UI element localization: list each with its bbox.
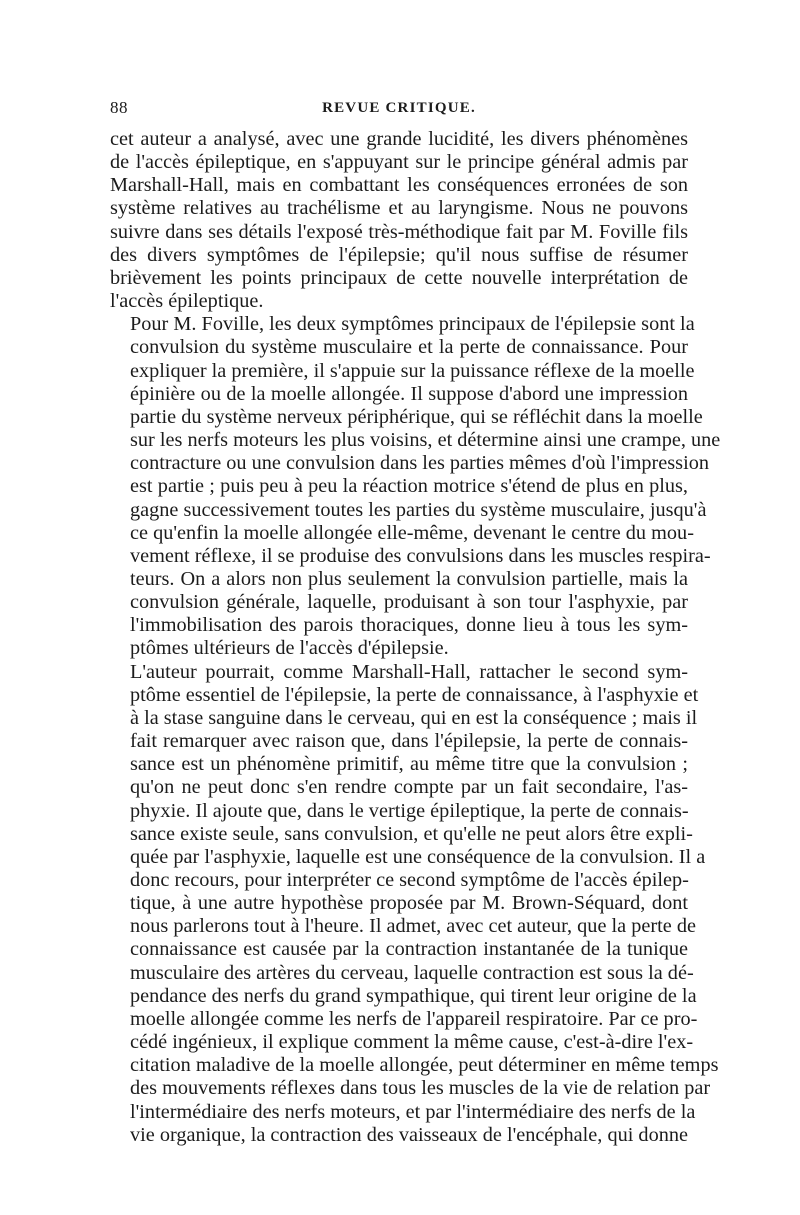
text-line: contracture ou une convulsion dans les parties mêmes d'où l'impression	[130, 452, 709, 475]
body-text	[110, 128, 721, 1147]
text-line: à la stase sanguine dans le cerveau, qui en est la conséquence ; mais il	[130, 706, 698, 729]
text-line: quée par l'asphyxie, laquelle est une conséquence de la convulsion. Il a	[130, 845, 706, 868]
text-line: des divers symptômes de l'épilepsie; qu'il nous suffise de résumer	[110, 243, 688, 266]
text-line: vement réflexe, il se produise des convulsions dans les muscles respira-	[130, 544, 711, 567]
text-line: l'immobilisation des parois thoraciques, donne lieu à tous les sym-	[130, 614, 688, 637]
text-line: donc recours, pour interpréter ce second symptôme de l'accès épilep-	[130, 869, 689, 891]
text-line: l'accès épileptique.	[110, 290, 264, 313]
text-line: brièvement les points principaux de cette nouvelle interprétation de	[110, 266, 688, 289]
text-line: citation maladive de la moelle allongée, peut déterminer en même temps	[130, 1054, 719, 1077]
text-line: système relatives au trachélisme et au laryngisme. Nous ne pouvons	[110, 197, 688, 220]
text-line: cédé ingénieux, il explique comment la même cause, c'est-à-dire l'ex-	[130, 1031, 694, 1054]
text-line: fait remarquer avec raison que, dans l'épilepsie, la perte de connais-	[130, 730, 688, 753]
text-line: tique, à une autre hypothèse proposée par M. Brown-Séquard, dont	[130, 892, 688, 915]
text-line: nous parlerons tout à l'heure. Il admet, avec cet auteur, que la perte de	[130, 915, 696, 938]
text-line: moelle allongée comme les nerfs de l'appareil respiratoire. Par ce pro-	[130, 1007, 698, 1030]
page-number: 88	[110, 98, 128, 117]
paragraph-1	[110, 128, 688, 313]
text-line: de l'accès épileptique, en s'appuyant sur le principe général admis par	[110, 151, 688, 174]
text-line: ptôme essentiel de l'épilepsie, la perte de connaissance, à l'asphyxie et	[130, 683, 699, 706]
text-line: qu'on ne peut donc s'en rendre compte par un fait secondaire, l'as-	[130, 776, 688, 799]
text-line: épinière ou de la moelle allongée. Il suppose d'abord une impression	[130, 382, 688, 405]
text-line: cet auteur a analysé, avec une grande lucidité, les divers phénomènes	[110, 128, 688, 150]
text-line: vie organique, la contraction des vaisseaux de l'encéphale, qui donne	[130, 1123, 689, 1146]
text-line: expliquer la première, il s'appuie sur la puissance réflexe de la moelle	[130, 359, 695, 382]
text-line: sur les nerfs moteurs les plus voisins, et détermine ainsi une crampe, une	[130, 429, 721, 452]
text-line: sance existe seule, sans convulsion, et qu'elle ne peut alors être expli-	[130, 822, 693, 845]
text-line: ptômes ultérieurs de l'accès d'épilepsie.	[130, 637, 449, 660]
text-line: partie du système nerveux périphérique, qui se réfléchit dans la moelle	[130, 405, 703, 428]
text-line: Pour M. Foville, les deux symptômes principaux de l'épilepsie sont la	[130, 313, 695, 336]
text-line: convulsion générale, laquelle, produisant à son tour l'asphyxie, par	[130, 591, 688, 614]
page-header	[110, 98, 688, 124]
text-line: musculaire des artères du cerveau, laquelle contraction est sous la dé-	[130, 961, 694, 984]
text-line: convulsion du système musculaire et la perte de connaissance. Pour	[130, 336, 688, 359]
text-line: des mouvements réflexes dans tous les muscles de la vie de relation par	[130, 1077, 711, 1100]
text-line: gagne successivement toutes les parties du système musculaire, jusqu'à	[130, 498, 707, 521]
text-line: teurs. On a alors non plus seulement la convulsion partielle, mais la	[130, 567, 688, 590]
text-line: est partie ; puis peu à peu la réaction motrice s'étend de plus en plus,	[130, 475, 688, 498]
text-line: pendance des nerfs du grand sympathique, qui tirent leur origine de la	[130, 984, 697, 1007]
paragraph-3	[110, 660, 719, 1147]
text-line: l'intermédiaire des nerfs moteurs, et par l'intermédiaire des nerfs de la	[130, 1100, 696, 1123]
text-line: ce qu'enfin la moelle allongée elle-même, devenant le centre du mou-	[130, 521, 694, 544]
text-line: sance est un phénomène primitif, au même titre que la convulsion ;	[130, 753, 688, 776]
running-title: REVUE CRITIQUE.	[322, 100, 476, 116]
text-line: Marshall-Hall, mais en combattant les conséquences erronées de son	[110, 174, 688, 197]
paragraph-2	[110, 313, 721, 660]
text-line: connaissance est causée par la contraction instantanée de la tunique	[130, 938, 688, 961]
text-line: L'auteur pourrait, comme Marshall-Hall, rattacher le second sym-	[130, 660, 688, 683]
text-line: phyxie. Il ajoute que, dans le vertige épileptique, la perte de connais-	[130, 799, 689, 822]
text-line: suivre dans ses détails l'exposé très-méthodique fait par M. Foville fils	[110, 220, 688, 243]
